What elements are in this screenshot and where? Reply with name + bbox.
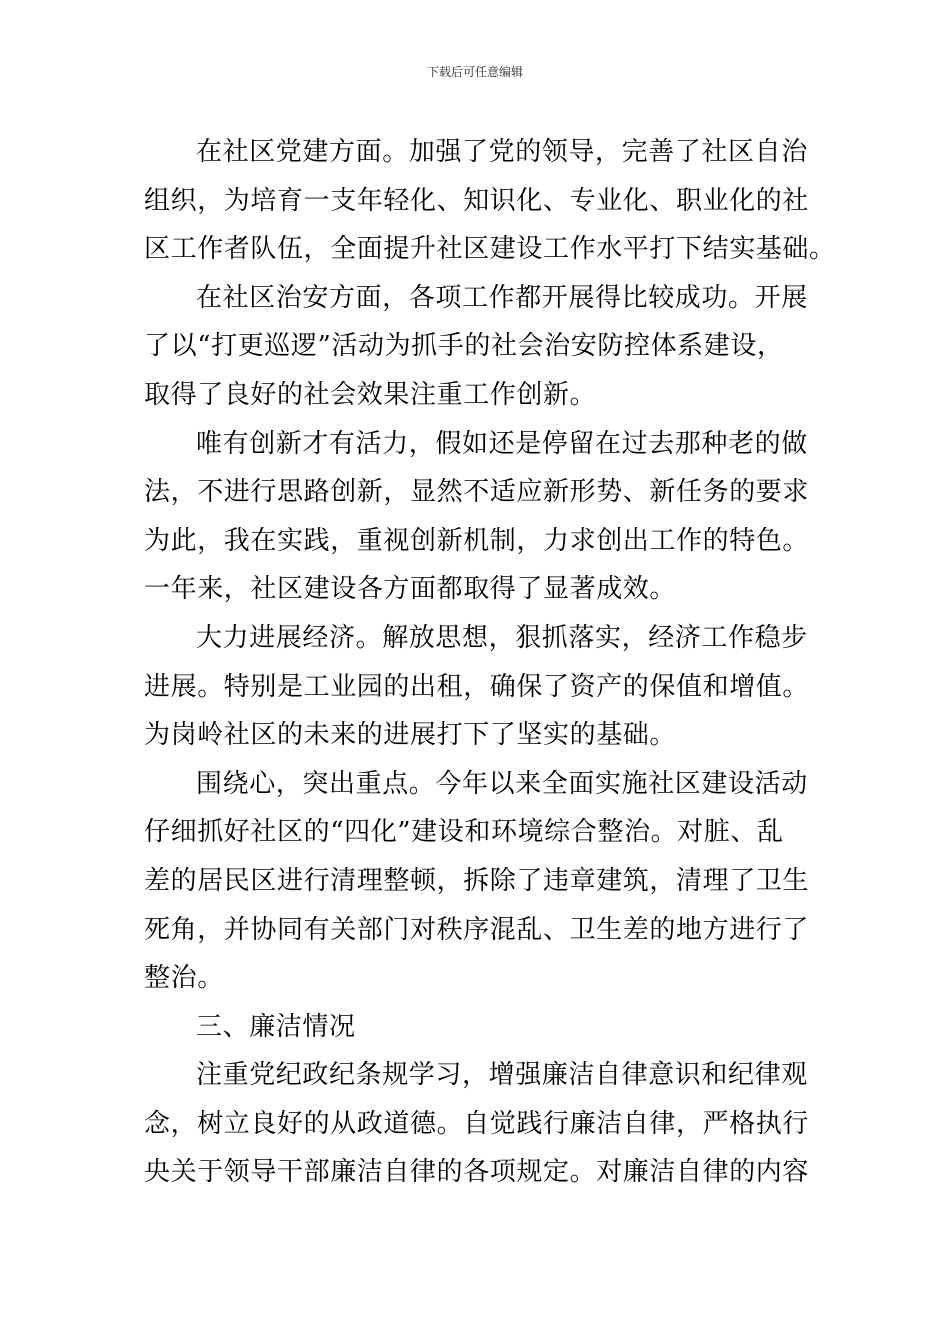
page-header-note: 下载后可任意编辑 [426, 65, 523, 79]
text-line: 死角，并协同有关部门对秩序混乱、卫生差的地方进行了 [144, 914, 810, 945]
text-line: 央关于领导干部廉洁自律的各项规定。对廉洁自律的内容 [144, 1157, 810, 1188]
paragraph-public-security [144, 274, 808, 420]
text-line: 组织，为培育一支年轻化、知识化、专业化、职业化的社 [144, 185, 810, 216]
text-line: 取得了良好的社会效果注重工作创新。 [144, 379, 597, 410]
paragraph-party-building [144, 128, 836, 274]
document-body [144, 128, 836, 1197]
heading-line: 三、廉洁情况 [196, 1011, 356, 1042]
text-line: 法，不进行思路创新，显然不适应新形势、新任务的要求 [144, 477, 810, 508]
text-line: 念，树立良好的从政道德。自觉践行廉洁自律，严格执行 [144, 1108, 810, 1139]
text-line: 唯有创新才有活力，假如还是停留在过去那种老的做 [196, 428, 808, 459]
text-line: 为岗岭社区的未来的进展打下了坚实的基础。 [144, 720, 677, 751]
paragraph-environment [144, 760, 808, 1003]
text-line: 围绕心，突出重点。今年以来全面实施社区建设活动 [196, 768, 808, 799]
text-line: 为此，我在实践，重视创新机制，力求创出工作的特色。 [144, 525, 810, 556]
text-line: 差的居民区进行清理整顿，拆除了违章建筑，清理了卫生 [144, 865, 810, 896]
text-line: 注重党纪政纪条规学习，增强廉洁自律意识和纪律观 [196, 1060, 808, 1091]
text-line: 在社区治安方面，各项工作都开展得比较成功。开展 [196, 282, 808, 313]
text-line: 仔细抓好社区的“四化”建设和环境综合整治。对脏、乱 [144, 817, 784, 848]
paragraph-integrity [144, 1051, 808, 1197]
text-line: 了以“打更巡逻”活动为抓手的社会治安防控体系建设， [144, 331, 784, 362]
text-line: 在社区党建方面。加强了党的领导，完善了社区自治 [196, 137, 808, 167]
text-line: 整治。 [144, 963, 224, 994]
paragraph-innovation [144, 420, 808, 614]
section-heading-integrity [144, 1003, 808, 1052]
text-line: 进展。特别是工业园的出租，确保了资产的保值和增值。 [144, 671, 810, 702]
text-line: 大力进展经济。解放思想，狠抓落实，经济工作稳步 [196, 622, 808, 653]
paragraph-economy [144, 614, 808, 760]
text-line: 区工作者队伍，全面提升社区建设工作水平打下结实基础。 [144, 234, 836, 265]
text-line: 一年来，社区建设各方面都取得了显著成效。 [144, 574, 677, 605]
